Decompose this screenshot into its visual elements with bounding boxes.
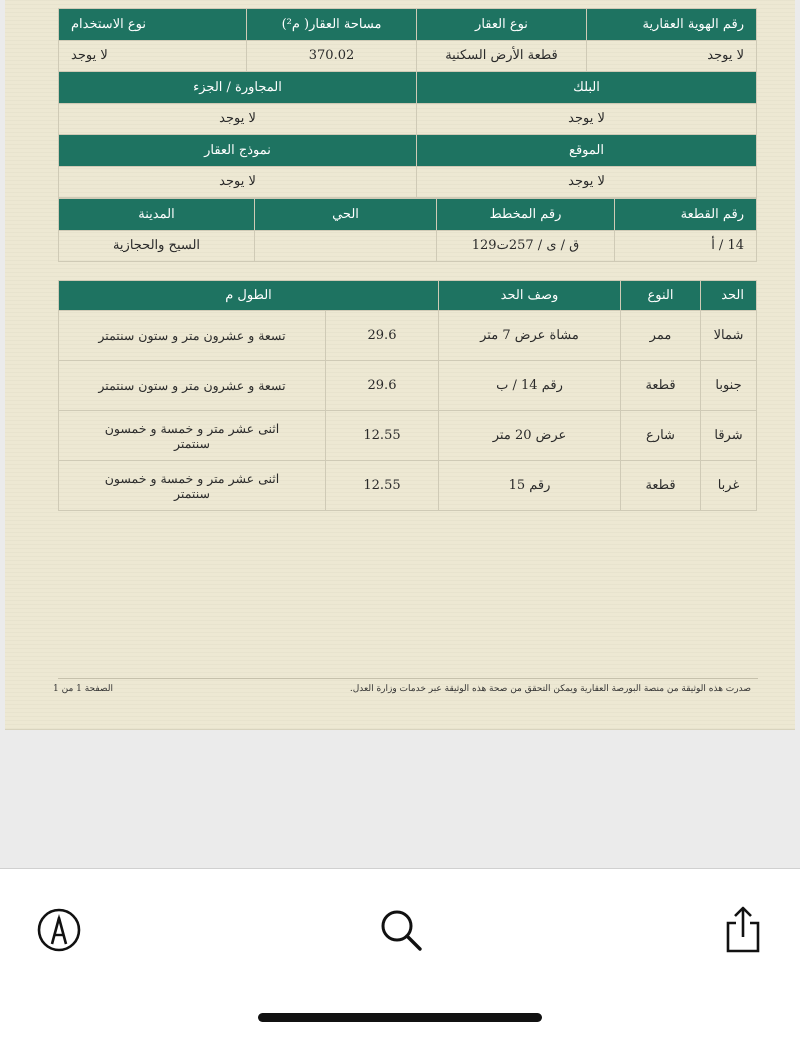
value-city: السيح والحجازية [59, 230, 255, 262]
value-location: لا يوجد [417, 166, 757, 198]
boundary-description: عرض 20 متر [439, 411, 621, 461]
table-row [59, 461, 757, 511]
header-kind: النوع [621, 281, 701, 311]
value-property-area: 370.02 [247, 40, 417, 72]
header-length: الطول م [59, 281, 439, 311]
value-district [255, 230, 437, 262]
boundary-length-words: اثنى عشر متر و خمسة و خمسون سنتمتر [59, 411, 326, 461]
header-property-area: مساحة العقار( م²) [247, 9, 417, 41]
search-button[interactable] [376, 905, 426, 955]
header-description: وصف الحد [439, 281, 621, 311]
header-property-id: رقم الهوية العقارية [587, 9, 757, 41]
boundary-length-words: تسعة و عشرون متر و ستون سنتمتر [59, 361, 326, 411]
boundary-length-words: اثنى عشر متر و خمسة و خمسون سنتمتر [59, 461, 326, 511]
document-page [5, 0, 795, 730]
table-row [59, 311, 757, 361]
boundary-length: 29.6 [326, 311, 439, 361]
boundary-length: 12.55 [326, 461, 439, 511]
value-property-id: لا يوجد [587, 40, 757, 72]
boundary-description: مشاة عرض 7 متر [439, 311, 621, 361]
boundary-kind: قطعة [621, 361, 701, 411]
header-plot-number: رقم القطعة [615, 199, 757, 231]
share-icon [719, 905, 767, 955]
page-number: الصفحة 1 من 1 [53, 684, 113, 694]
boundary-length-words: تسعة و عشرون متر و ستون سنتمتر [59, 311, 326, 361]
header-city: المدينة [59, 199, 255, 231]
table-row [59, 411, 757, 461]
value-property-model: لا يوجد [59, 166, 417, 198]
markup-button[interactable] [34, 905, 84, 955]
boundary-description: رقم 15 [439, 461, 621, 511]
value-plot-number: 14 / أ [615, 230, 757, 262]
header-block: البلك [417, 72, 757, 104]
boundary-side: شمالا [701, 311, 757, 361]
header-location: الموقع [417, 135, 757, 167]
boundary-side: غربا [701, 461, 757, 511]
boundary-side: جنوبا [701, 361, 757, 411]
header-usage-type: نوع الاستخدام [59, 9, 247, 41]
header-adjacency: المجاورة / الجزء [59, 72, 417, 104]
header-district: الحي [255, 199, 437, 231]
home-indicator[interactable] [258, 1013, 542, 1022]
boundary-length: 29.6 [326, 361, 439, 411]
boundary-kind: ممر [621, 311, 701, 361]
boundary-kind: شارع [621, 411, 701, 461]
boundary-kind: قطعة [621, 461, 701, 511]
search-icon [377, 906, 425, 954]
footer-note: صدرت هذه الوثيقة من منصة البورصة العقارية ويمكن التحقق من صحة هذه الوثيقة عبر خدمات وزارة العدل. [349, 684, 751, 694]
value-usage-type: لا يوجد [59, 40, 247, 72]
value-property-type: قطعة الأرض السكنية [417, 40, 587, 72]
plot-info-table [58, 198, 757, 262]
header-plan-number: رقم المخطط [437, 199, 615, 231]
table-row [59, 361, 757, 411]
header-property-type: نوع العقار [417, 9, 587, 41]
value-block: لا يوجد [417, 103, 757, 135]
footer-divider [58, 678, 758, 679]
property-info-table [58, 8, 757, 198]
markup-icon [35, 906, 83, 954]
value-plan-number: ق / ى / 257ت129 [437, 230, 615, 262]
header-side: الحد [701, 281, 757, 311]
share-button[interactable] [718, 905, 768, 955]
boundary-side: شرقا [701, 411, 757, 461]
value-adjacency: لا يوجد [59, 103, 417, 135]
boundary-length: 12.55 [326, 411, 439, 461]
bottom-toolbar [0, 868, 800, 1039]
boundaries-table [58, 280, 757, 511]
boundary-description: رقم 14 / ب [439, 361, 621, 411]
header-property-model: نموذج العقار [59, 135, 417, 167]
